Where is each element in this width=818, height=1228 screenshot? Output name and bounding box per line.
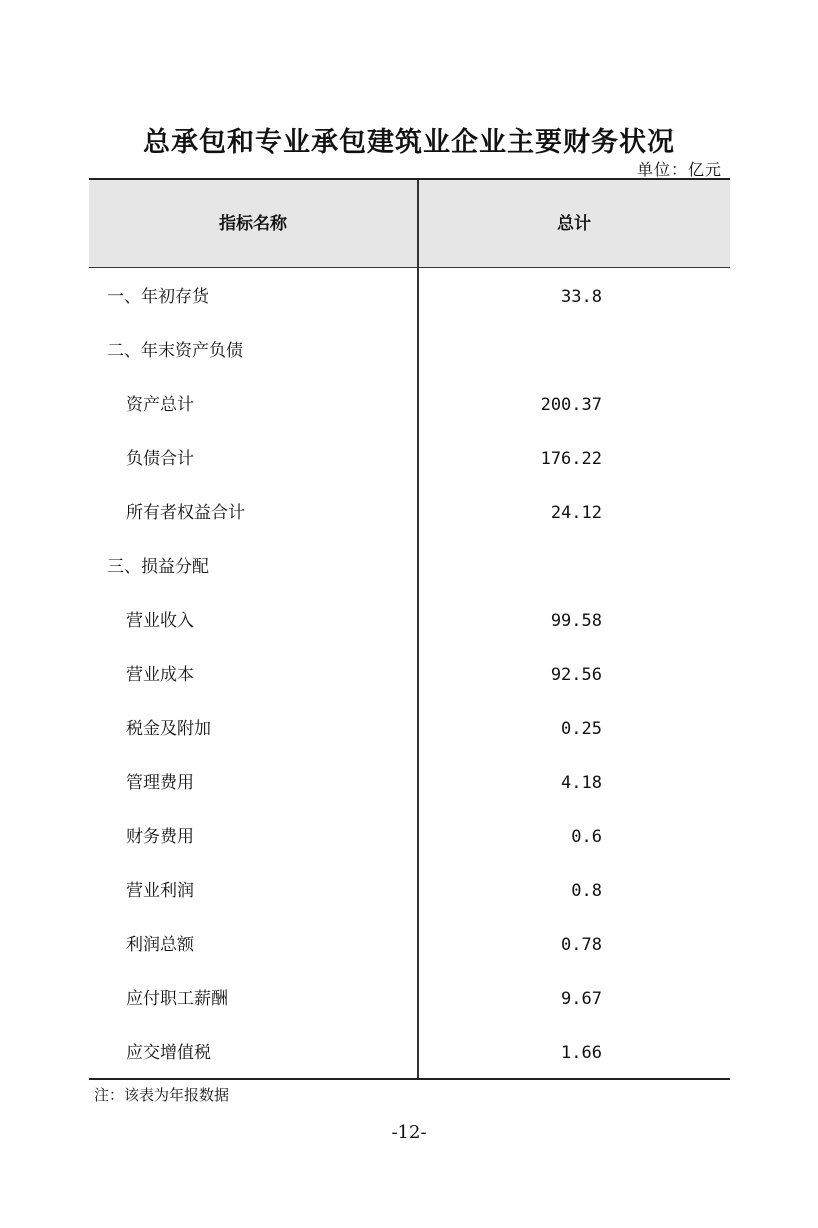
table-row <box>89 702 730 756</box>
table-row <box>89 972 730 1026</box>
row-label: 所有者权益合计 <box>126 503 245 523</box>
row-value: 1.66 <box>561 1043 602 1063</box>
row-label: 二、年末资产负债 <box>107 341 243 361</box>
table-body <box>89 270 730 1080</box>
row-label: 税金及附加 <box>126 719 211 739</box>
row-value: 24.12 <box>550 503 602 523</box>
row-value: 0.25 <box>561 719 602 739</box>
unit-label: 单位：亿元 <box>636 160 722 179</box>
row-value: 0.8 <box>571 881 602 901</box>
row-label: 负债合计 <box>126 449 194 469</box>
row-label: 营业收入 <box>126 611 194 631</box>
page-number: -12- <box>391 1122 427 1143</box>
financial-table <box>89 178 730 1080</box>
row-value: 33.8 <box>561 287 602 307</box>
table-row <box>89 864 730 918</box>
row-value: 0.6 <box>571 827 602 847</box>
row-label: 营业成本 <box>126 665 194 685</box>
row-label: 三、损益分配 <box>107 557 209 577</box>
row-label: 管理费用 <box>126 773 194 793</box>
table-row <box>89 270 730 324</box>
table-row <box>89 810 730 864</box>
row-value: 0.78 <box>561 935 602 955</box>
header-total: 总计 <box>557 214 591 234</box>
row-value: 99.58 <box>550 611 602 631</box>
row-label: 营业利润 <box>126 881 194 901</box>
table-row <box>89 432 730 486</box>
table-row <box>89 540 730 594</box>
row-value: 176.22 <box>540 449 602 469</box>
table-row <box>89 486 730 540</box>
table-row <box>89 1026 730 1080</box>
row-label: 利润总额 <box>126 935 194 955</box>
row-label: 资产总计 <box>126 395 194 415</box>
row-value: 4.18 <box>561 773 602 793</box>
table-header <box>89 180 730 268</box>
row-value: 200.37 <box>540 395 602 415</box>
table-row <box>89 756 730 810</box>
row-label: 一、年初存货 <box>107 287 209 307</box>
table-row <box>89 324 730 378</box>
row-label: 财务费用 <box>126 827 194 847</box>
row-value: 9.67 <box>561 989 602 1009</box>
table-row <box>89 918 730 972</box>
table-row <box>89 378 730 432</box>
table-note: 注：该表为年报数据 <box>94 1086 230 1104</box>
header-indicator-name: 指标名称 <box>219 214 287 234</box>
table-row <box>89 648 730 702</box>
row-value: 92.56 <box>550 665 602 685</box>
row-label: 应交增值税 <box>126 1043 211 1063</box>
page-title: 总承包和专业承包建筑业企业主要财务状况 <box>143 127 675 158</box>
table-row <box>89 594 730 648</box>
row-label: 应付职工薪酬 <box>126 989 228 1009</box>
